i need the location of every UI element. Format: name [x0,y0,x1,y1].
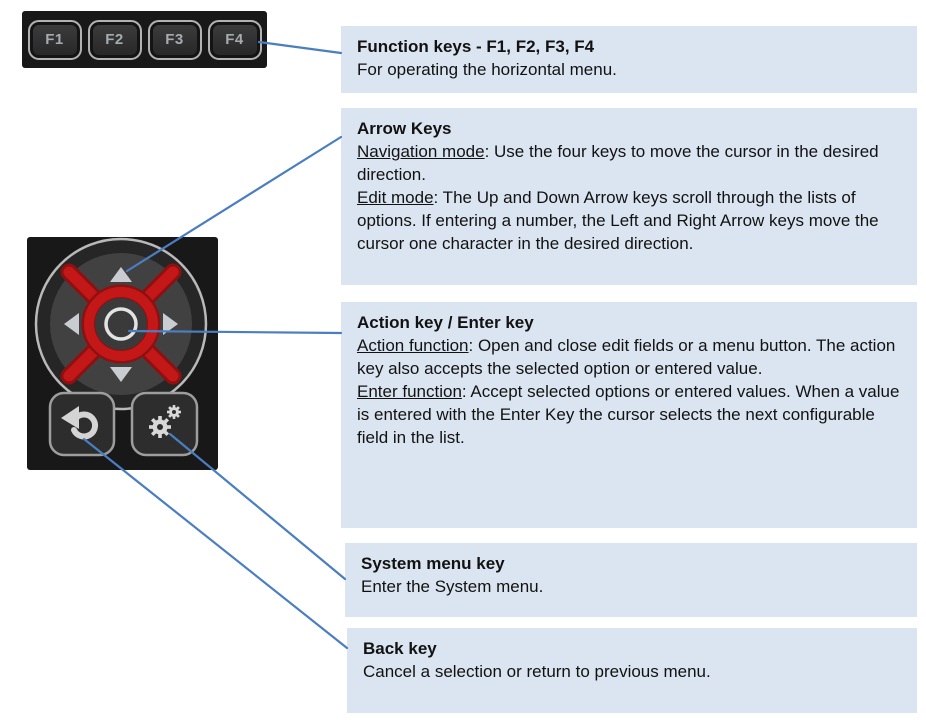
callout-text [357,140,901,186]
system-menu-key[interactable] [132,393,197,455]
callout-text-segment: Cancel a selection or return to previous menu. [363,662,711,681]
callout-text-segment: Enter the System menu. [361,577,544,596]
callout-action-enter-key [341,302,917,528]
callout-system-menu-key [345,543,917,617]
callout-function-keys [341,26,917,93]
callout-text [357,58,901,81]
callout-title: Back key [363,639,437,658]
connector-line-function-keys [259,42,341,53]
keypad-graphic [27,237,218,470]
callout-text-segment: : Accept selected options or entered values. When a value is entered with the Enter Key the cursor selects the next configurable field in the list. [357,382,900,447]
callout-text [357,334,901,380]
underlined-term: Enter function [357,382,462,401]
keypad-panel [27,237,218,470]
callout-title: Action key / Enter key [357,313,534,332]
f2-key[interactable]: F2 [88,20,142,60]
connector-line-back-key [84,439,347,648]
underlined-term: Action function [357,336,469,355]
callout-arrow-keys [341,108,917,285]
callout-back-key [347,628,917,713]
function-keys-panel [22,11,267,68]
action-key[interactable] [95,298,147,350]
underlined-term: Edit mode [357,188,434,207]
callout-text [357,380,901,449]
callout-text [363,660,901,683]
callout-text-segment: For operating the horizontal menu. [357,60,617,79]
callout-text [361,575,901,598]
callout-text-segment: : Open and close edit fields or a menu button. The action key also accepts the selected option or entered value. [357,336,896,378]
callout-title: Arrow Keys [357,119,452,138]
callout-title: System menu key [361,554,505,573]
callout-text-segment: : Use the four keys to move the cursor in the desired direction. [357,142,879,184]
f3-key[interactable]: F3 [148,20,202,60]
callout-text [357,186,901,255]
callout-text-segment: : The Up and Down Arrow keys scroll through the lists of options. If entering a number, the Left and Right Arrow keys move the cursor one character in the desired direction. [357,188,879,253]
underlined-term: Navigation mode [357,142,485,161]
f4-key[interactable]: F4 [208,20,262,60]
f1-key[interactable]: F1 [28,20,82,60]
callout-title: Function keys - F1, F2, F3, F4 [357,37,595,56]
back-key[interactable] [50,393,114,455]
